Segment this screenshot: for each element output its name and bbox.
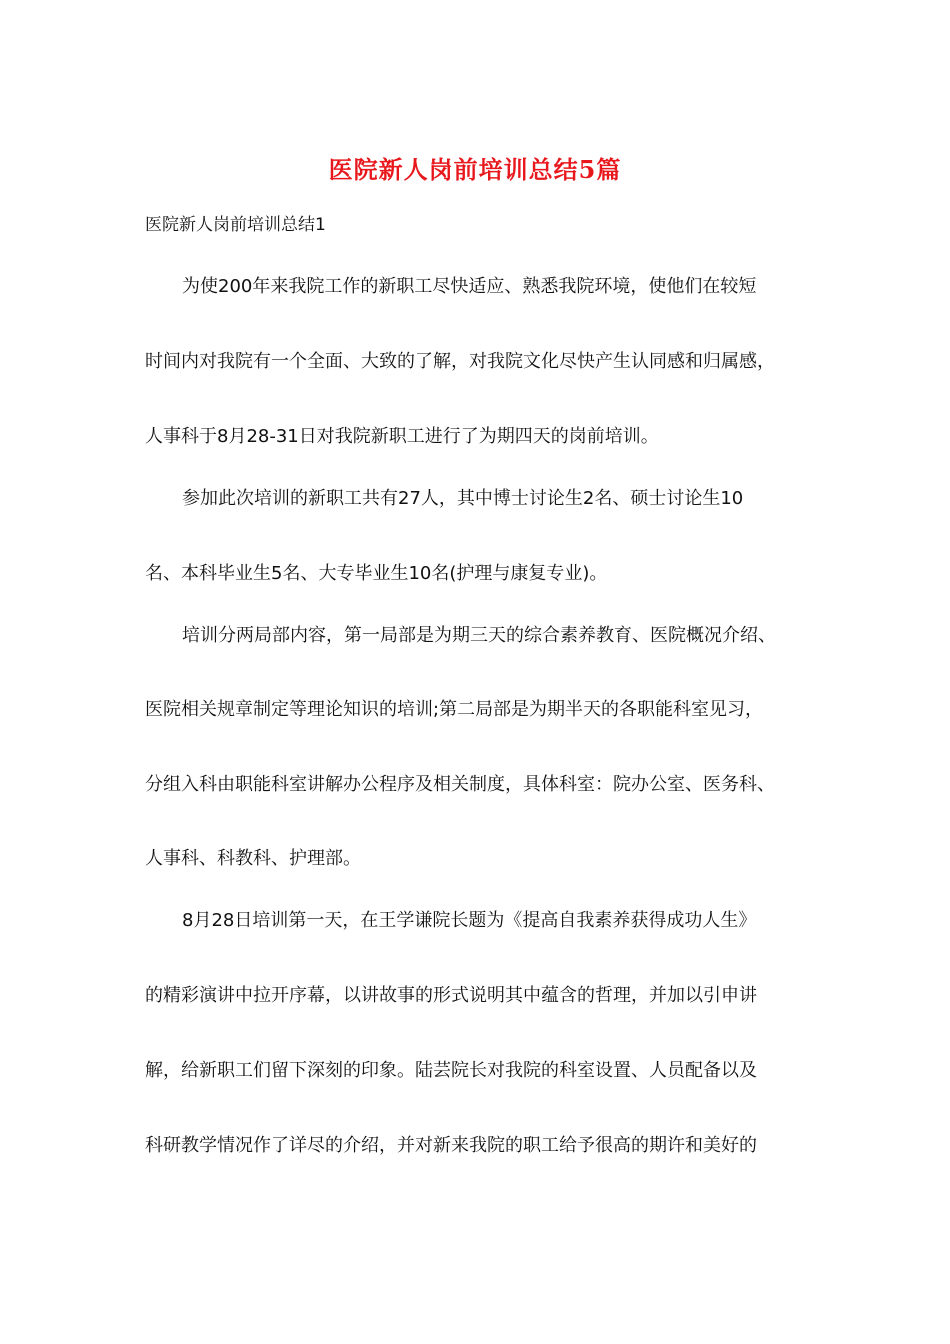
paragraph-line: 培训分两局部内容，第一局部是为期三天的综合素养教育、医院概况介绍、 — [182, 625, 776, 646]
paragraph-line: 时间内对我院有一个全面、大致的了解，对我院文化尽快产生认同感和归属感， — [145, 351, 775, 372]
paragraph-line: 人事科于8月28-31日对我院新职工进行了为期四天的岗前培训。 — [145, 426, 659, 447]
paragraph-line: 参加此次培训的新职工共有27人，其中博士讨论生2名、硕士讨论生10 — [182, 488, 744, 509]
paragraph-line: 名、本科毕业生5名、大专毕业生10名(护理与康复专业)。 — [145, 563, 608, 584]
paragraph-line: 人事科、科教科、护理部。 — [145, 848, 361, 869]
paragraph-line: 为使200年来我院工作的新职工尽快适应、熟悉我院环境，使他们在较短 — [182, 276, 757, 297]
paragraph-line: 分组入科由职能科室讲解办公程序及相关制度，具体科室：院办公室、医务科、 — [145, 774, 775, 795]
paragraph-line: 解，给新职工们留下深刻的印象。陆芸院长对我院的科室设置、人员配备以及 — [145, 1060, 757, 1081]
paragraph-line: 科研教学情况作了详尽的介绍，并对新来我院的职工给予很高的期许和美好的 — [145, 1135, 757, 1156]
paragraph-line: 8月28日培训第一天，在王学谦院长题为《提高自我素养获得成功人生》 — [182, 910, 757, 931]
section-heading: 医院新人岗前培训总结1 — [145, 215, 326, 235]
paragraph-line: 医院相关规章制定等理论知识的培训;第二局部是为期半天的各职能科室见习， — [145, 699, 764, 720]
paragraph-line: 的精彩演讲中拉开序幕，以讲故事的形式说明其中蕴含的哲理，并加以引申讲 — [145, 985, 757, 1006]
document-title: 医院新人岗前培训总结5篇 — [328, 155, 622, 184]
